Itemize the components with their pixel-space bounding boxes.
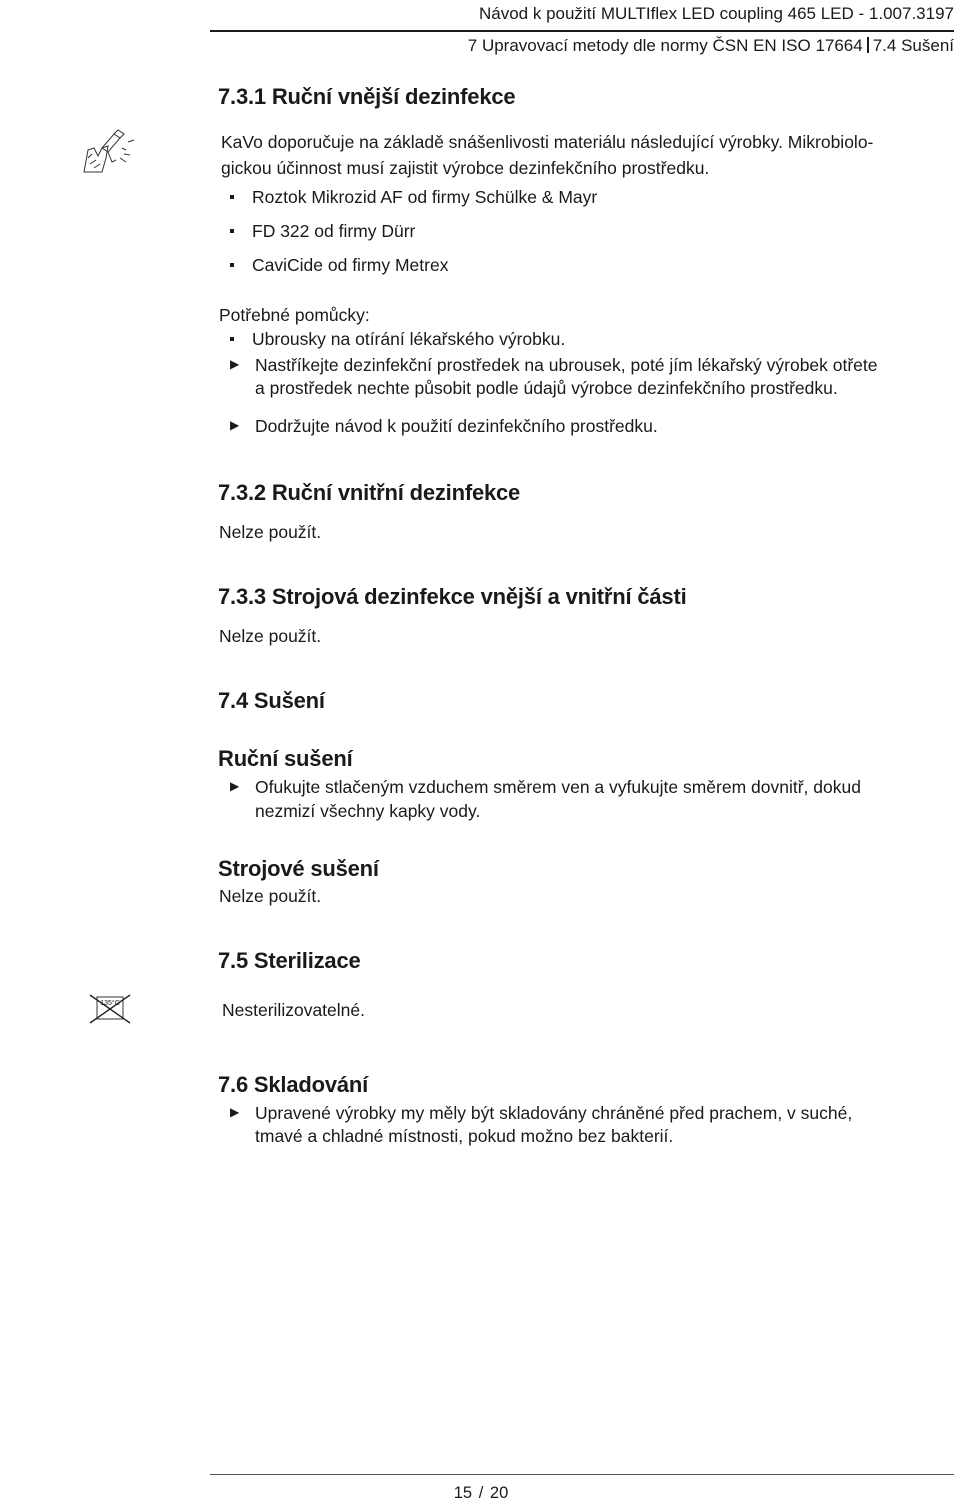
aids-label: Potřebné pomůcky: — [219, 305, 370, 325]
product-item: CaviCide od firmy Metrex — [252, 255, 449, 275]
chapter-title: 7 Upravovací metody dle normy ČSN EN ISO 17664 — [467, 36, 863, 55]
bullet-square — [230, 337, 234, 341]
section-heading-7-5: 7.5 Sterilizace — [218, 948, 361, 973]
bullet-square — [230, 229, 234, 233]
step-text-line-1: Upravené výrobky my měly být skladovány chráněné před prachem, v suché, — [255, 1103, 853, 1123]
header-separator — [867, 37, 869, 53]
not-applicable-text: Nelze použít. — [219, 626, 322, 646]
hand-disinfection-icon — [80, 128, 140, 176]
step-text-line-2: a prostředek nechte působit podle údajů výrobce dezinfekčního prostředku. — [255, 378, 838, 398]
subheading-machine-drying: Strojové sušení — [218, 856, 379, 881]
not-applicable-text: Nelze použít. — [219, 522, 322, 542]
intro-text-line-2: gickou účinnost musí zajistit výrobce dezinfekčního prostředku. — [221, 158, 710, 178]
section-heading-7-3-1: 7.3.1 Ruční vnější dezinfekce — [218, 84, 516, 109]
section-heading-7-3-3: 7.3.3 Strojová dezinfekce vnější a vnitřní části — [218, 584, 687, 609]
step-text-line-2: nezmizí všechny kapky vody. — [255, 801, 481, 821]
header-rule — [210, 30, 954, 32]
not-sterilizable-icon — [88, 994, 132, 1024]
not-applicable-text: Nelze použít. — [219, 886, 322, 906]
step-text-line-1: Ofukujte stlačeným vzduchem směrem ven a vyfukujte směrem dovnitř, dokud — [255, 777, 861, 797]
product-item: Roztok Mikrozid AF od firmy Schülke & Mayr — [252, 187, 598, 207]
section-heading-7-6: 7.6 Skladování — [218, 1072, 369, 1097]
section-heading-7-3-2: 7.3.2 Ruční vnitřní dezinfekce — [218, 480, 521, 505]
step-arrow-icon: ▶ — [230, 418, 240, 432]
page-separator: / — [478, 1484, 484, 1502]
step-arrow-icon: ▶ — [230, 1105, 240, 1119]
subheading-manual-drying: Ruční sušení — [218, 746, 353, 771]
current-page: 15 — [453, 1484, 473, 1502]
document-title: Návod k použití MULTIflex LED coupling 465 LED - 1.007.3197 — [478, 4, 954, 23]
not-sterilizable-text: Nesterilizovatelné. — [222, 1000, 365, 1020]
intro-text-line-1: KaVo doporučuje na základě snášenlivosti materiálu následující výrobky. Mikrobiolo- — [221, 132, 874, 152]
step-arrow-icon: ▶ — [230, 357, 240, 371]
bullet-square — [230, 195, 234, 199]
page-number — [0, 1484, 960, 1503]
step-arrow-icon: ▶ — [230, 779, 240, 793]
aid-item: Ubrousky na otírání lékařského výrobku. — [252, 329, 566, 349]
header-chapter-line — [468, 36, 954, 56]
step-text: Dodržujte návod k použití dezinfekčního prostředku. — [255, 416, 658, 436]
product-item: FD 322 od firmy Dürr — [252, 221, 416, 241]
section-heading-7-4: 7.4 Sušení — [218, 688, 325, 713]
footer-rule — [210, 1474, 954, 1475]
step-text-line-1: Nastříkejte dezinfekční prostředek na ubrousek, poté jím lékařský výrobek otřete — [255, 355, 878, 375]
step-text-line-2: tmavé a chladné místnosti, pokud možno bez bakterií. — [255, 1126, 674, 1146]
section-title: 7.4 Sušení — [872, 36, 954, 55]
sterilization-temperature-label: 135°C — [100, 1000, 120, 1007]
bullet-square — [230, 263, 234, 267]
total-pages: 20 — [489, 1484, 509, 1502]
